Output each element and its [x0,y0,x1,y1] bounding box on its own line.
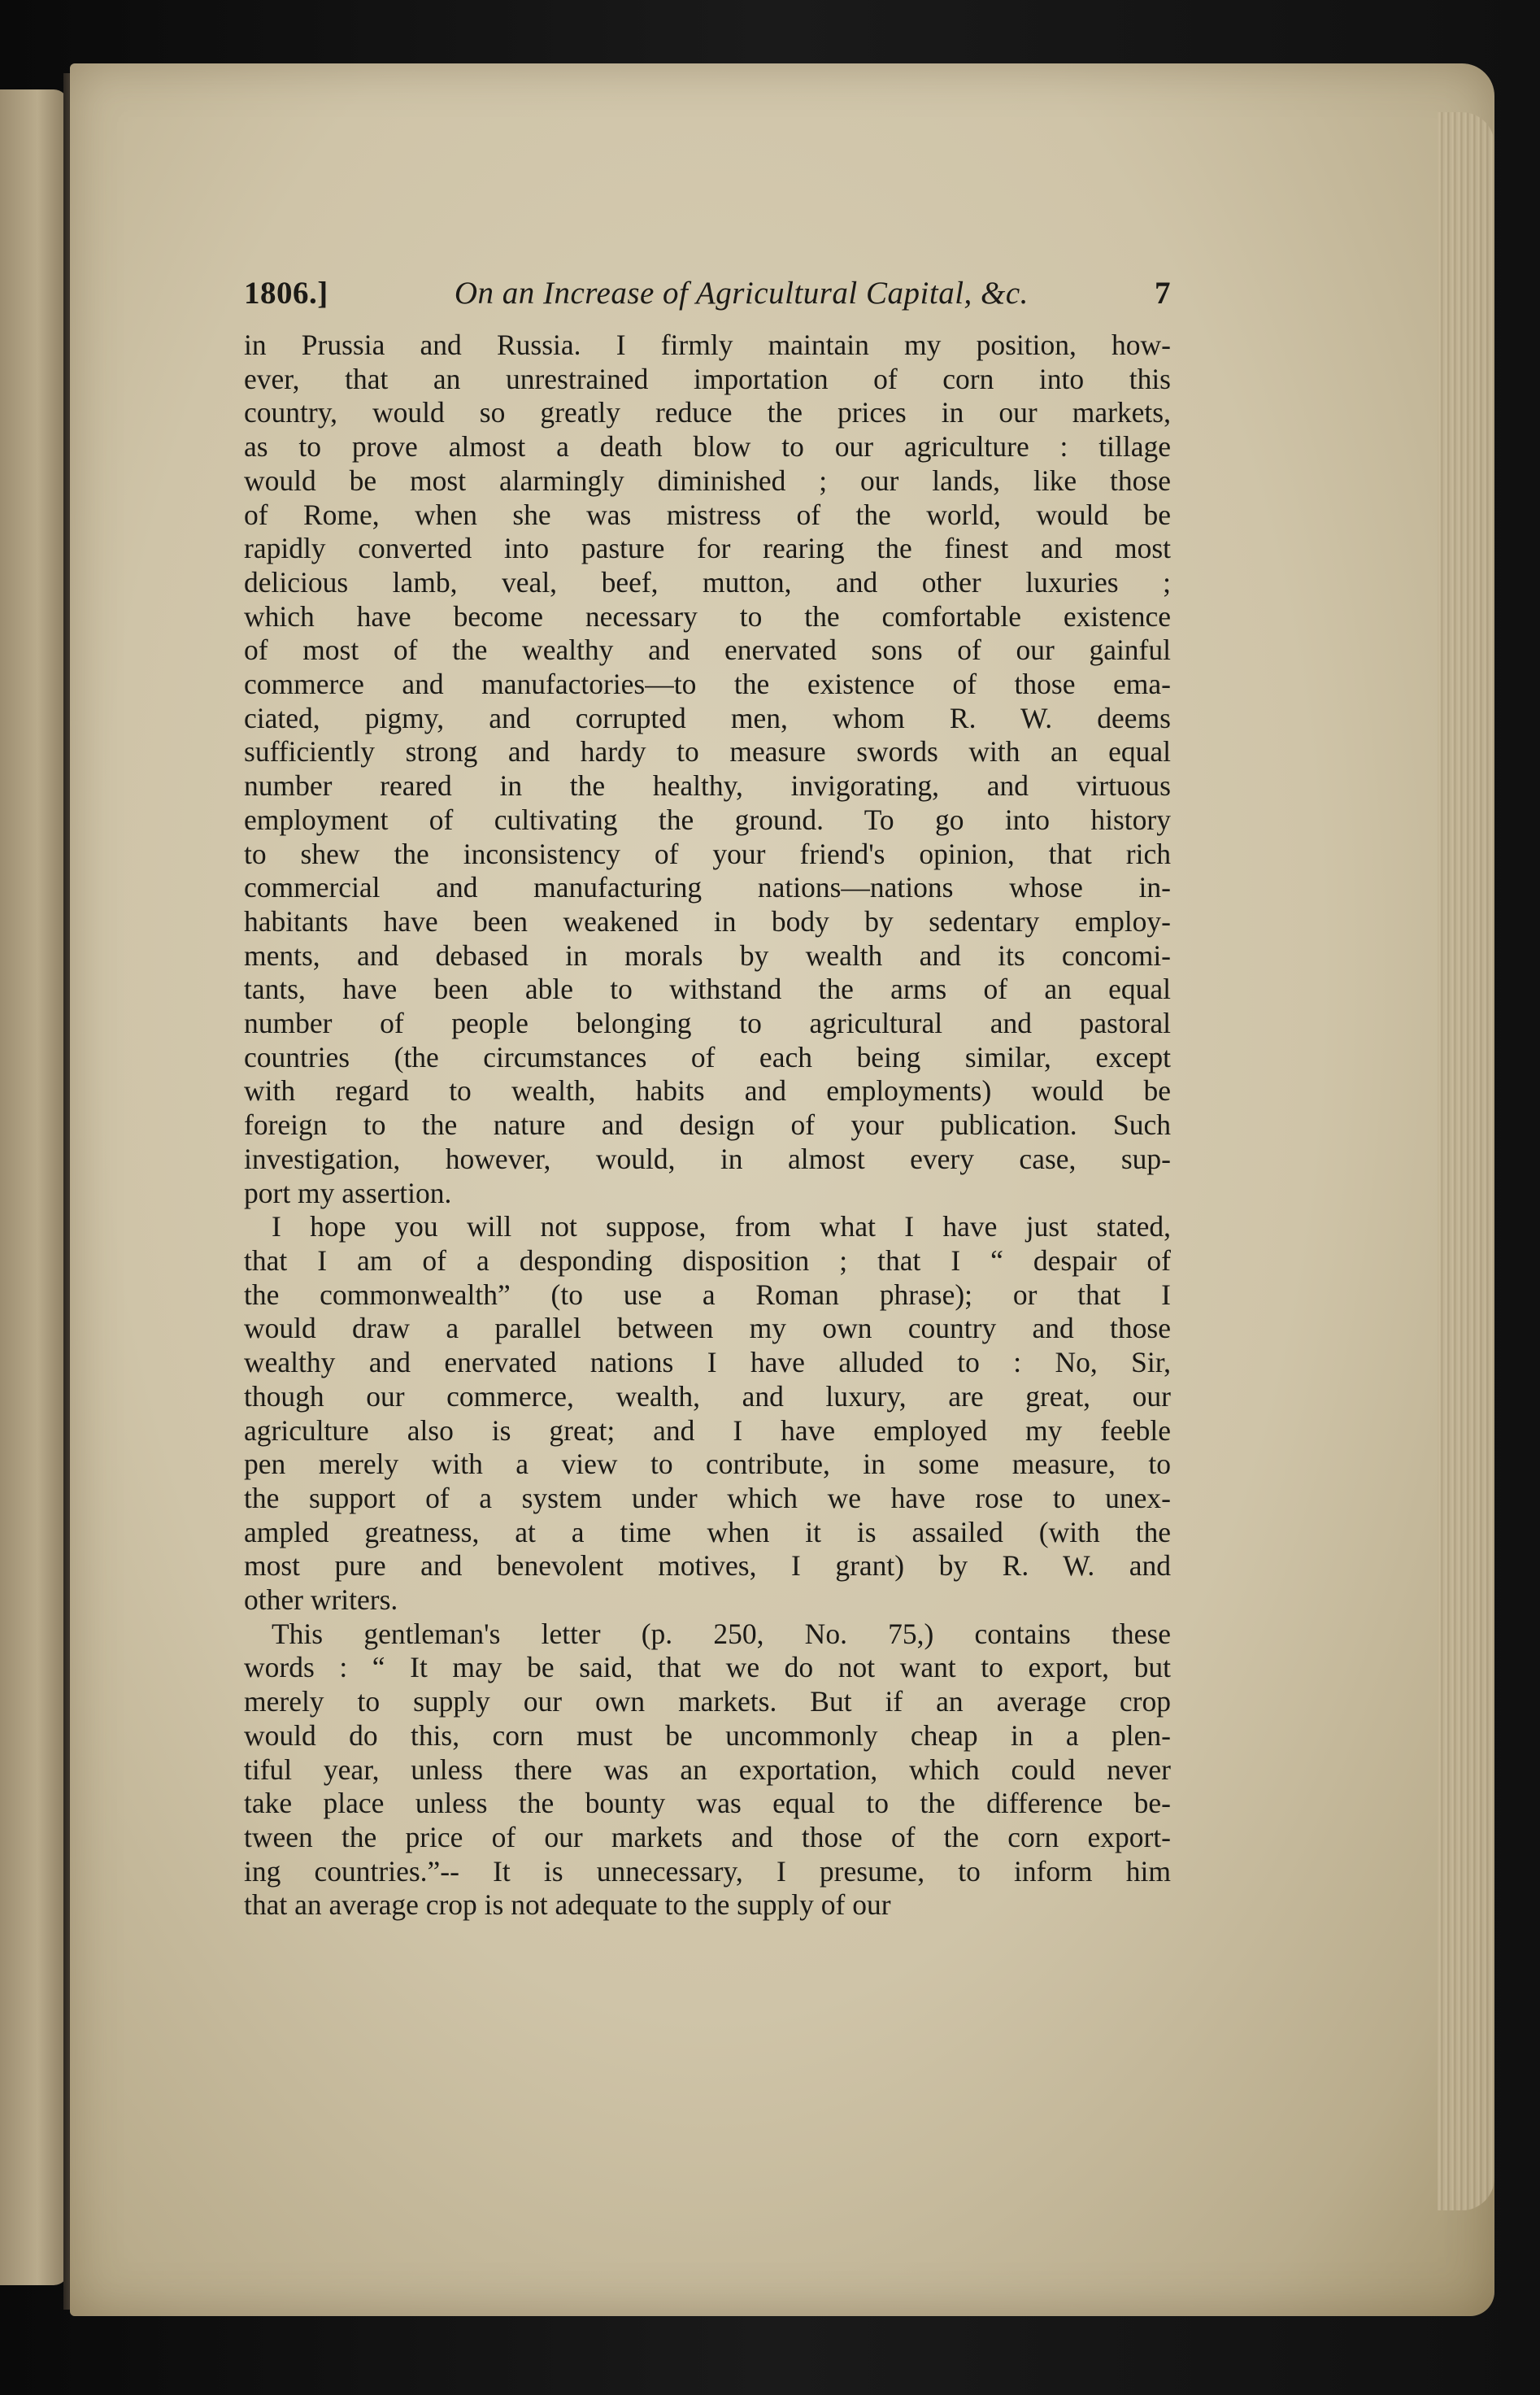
text-line: would be most alarmingly diminished ; our lands, like those [244,464,1171,497]
text-line: employment of cultivating the ground. To go into history [244,803,1171,836]
text-line: agriculture also is great; and I have employed my feeble [244,1413,1171,1447]
text-line: merely to supply our own markets. But if an average crop [244,1685,1171,1718]
text-line: pen merely with a view to contribute, in some measure, to [244,1448,1171,1481]
text-line: as to prove almost a death blow to our agriculture : tillage [244,430,1171,464]
text-line: most pure and benevolent motives, I grant) by R. W. and [244,1549,1171,1583]
text-line: ampled greatness, at a time when it is assailed (with the [244,1515,1171,1548]
text-line: This gentleman's letter (p. 250, No. 75,) contains these [272,1617,1171,1650]
text-line: I hope you will not suppose, from what I have just stated, [272,1210,1171,1243]
text-line: ciated, pigmy, and corrupted men, whom R. W. deems [244,701,1171,734]
running-head [244,275,1171,312]
running-head-year: 1806.] [244,276,328,311]
paragraph [244,1210,1171,1617]
text-line: of Rome, when she was mistress of the world, would be [244,498,1171,531]
text-line: the support of a system under which we have rose to unex- [244,1481,1171,1514]
text-line: though our commerce, wealth, and luxury, are great, our [244,1379,1171,1413]
text-line: ever, that an unrestrained importation of corn into this [244,362,1171,395]
paragraph [244,1618,1171,1923]
text-line: tants, have been able to withstand the arms of an equal [244,973,1171,1006]
text-line: which have become necessary to the comfortable existence [244,599,1171,633]
text-line: sufficiently strong and hardy to measure swords with an equal [244,735,1171,769]
text-line: words : “ It may be said, that we do not want to export, but [244,1651,1171,1684]
text-line: that I am of a desponding disposition ; that I “ despair of [244,1243,1171,1277]
page-number: 7 [1155,276,1171,311]
text-line: ing countries.”-- It is unnecessary, I presume, to inform him [244,1854,1171,1888]
text-block [244,275,1171,1923]
running-head-title: On an Increase of Agricultural Capital, &c. [454,276,1029,311]
text-line: in Prussia and Russia. I firmly maintain my position, how- [244,329,1171,361]
text-line: foreign to the nature and design of your publication. Such [244,1108,1171,1142]
facing-page-edge [0,89,68,2285]
text-line: countries (the circumstances of each being similar, except [244,1040,1171,1073]
text-line: that an average crop is not adequate to the supply of our [244,1888,891,1922]
text-line: ments, and debased in morals by wealth and its concomi- [244,938,1171,972]
text-line: investigation, however, would, in almost every case, sup- [244,1142,1171,1175]
text-line: habitants have been weakened in body by sedentary employ- [244,904,1171,938]
text-line: delicious lamb, veal, beef, mutton, and other luxuries ; [244,565,1171,599]
text-line: tiful year, unless there was an exportation, which could never [244,1753,1171,1786]
text-line: number reared in the healthy, invigorating, and virtuous [244,769,1171,803]
text-line: the commonwealth” (to use a Roman phrase); or that I [244,1278,1171,1311]
text-line: would draw a parallel between my own country and those [244,1312,1171,1345]
text-line: other writers. [244,1583,398,1617]
text-line: number of people belonging to agricultural and pastoral [244,1007,1171,1040]
text-line: of most of the wealthy and enervated sons of our gainful [244,634,1171,667]
text-line: country, would so greatly reduce the prices in our markets, [244,396,1171,429]
text-line: to shew the inconsistency of your friend's opinion, that rich [244,837,1171,870]
page-fore-edge [1438,112,1494,2210]
text-line: with regard to wealth, habits and employments) would be [244,1074,1171,1108]
text-line: take place unless the bounty was equal to the difference be- [244,1787,1171,1820]
text-line: port my assertion. [244,1176,452,1209]
body-text [244,329,1171,1923]
text-line: commerce and manufactories—to the existence of those ema- [244,668,1171,701]
text-line: would do this, corn must be uncommonly cheap in a plen- [244,1718,1171,1752]
text-line: rapidly converted into pasture for rearing the finest and most [244,532,1171,565]
text-line: commercial and manufacturing nations—nations whose in- [244,871,1171,904]
paragraph [244,329,1171,1210]
text-line: tween the price of our markets and those of the corn export- [244,1820,1171,1853]
text-line: wealthy and enervated nations I have alluded to : No, Sir, [244,1346,1171,1379]
